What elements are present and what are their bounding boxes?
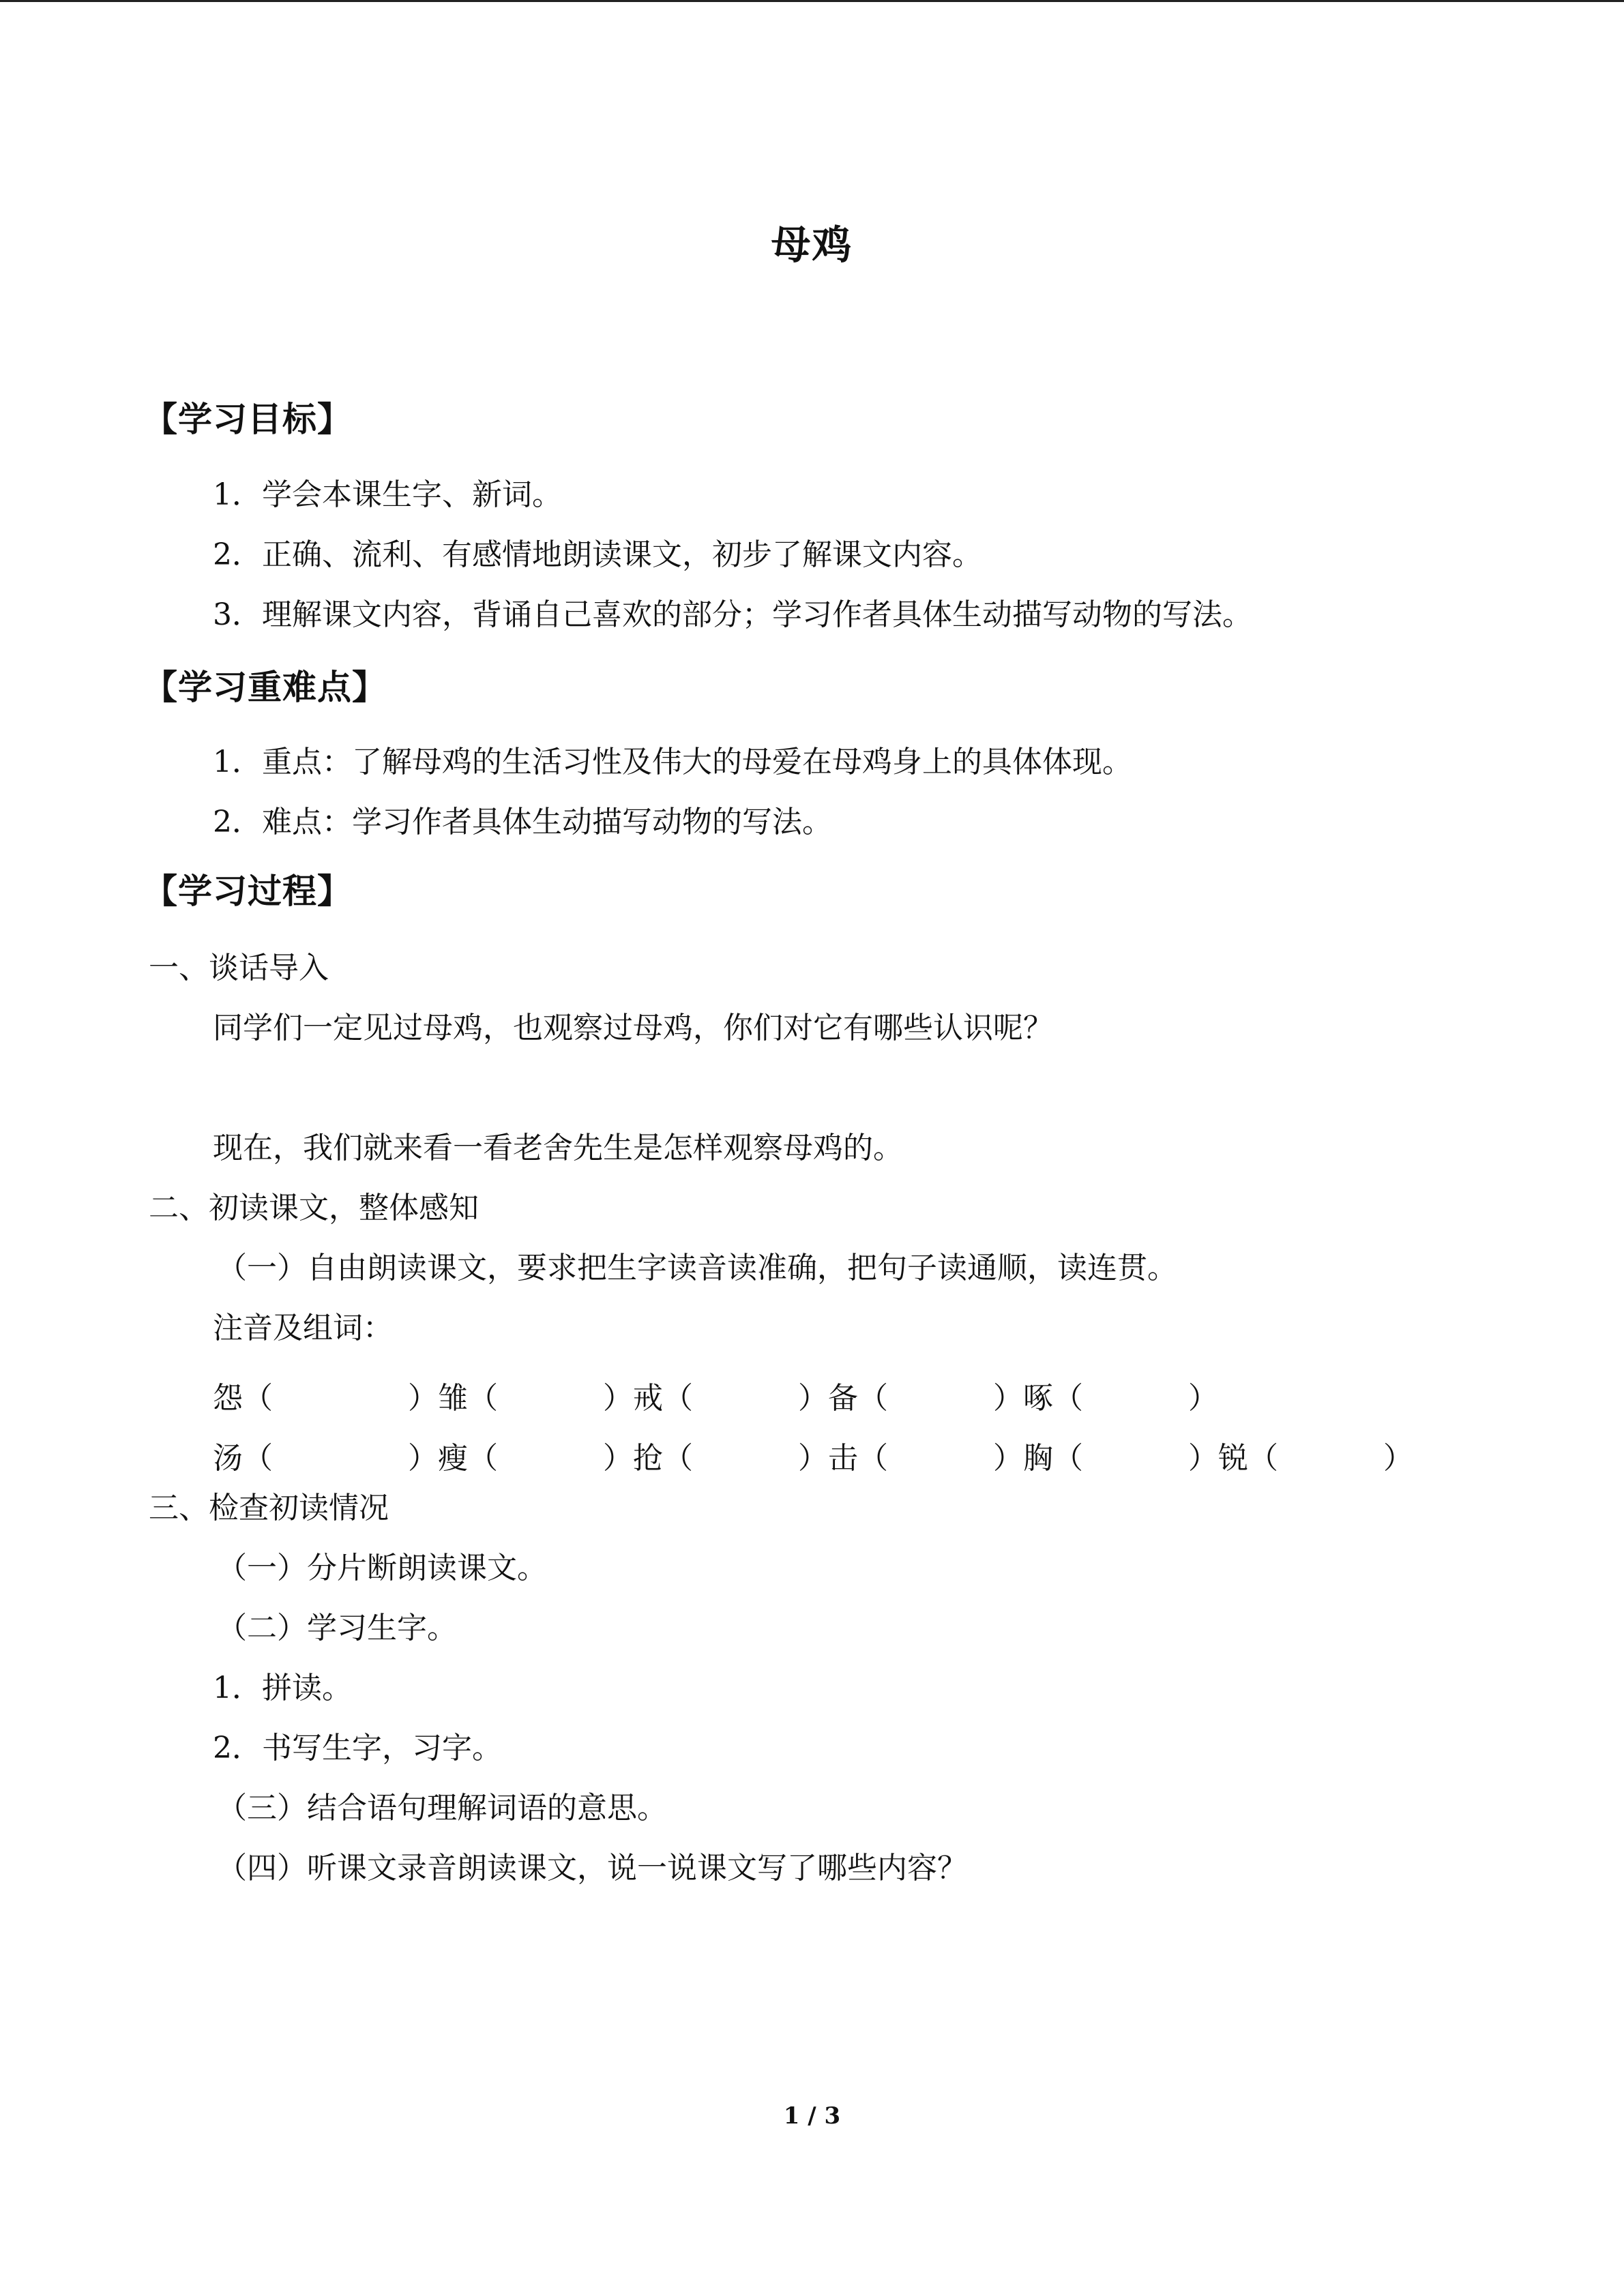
pinyin-cell: ）雏（ [408, 1381, 498, 1416]
part3-line-4: 2．书写生字，习字。 [213, 1731, 502, 1765]
pinyin-cell: 汤（ [213, 1441, 273, 1476]
part2-line-2: 注音及组词： [213, 1311, 393, 1345]
pinyin-cell: ）瘦（ [408, 1441, 498, 1476]
part3-line-1: （一）分片断朗读课文。 [217, 1551, 547, 1585]
part2-line-1: （一）自由朗读课文，要求把生字读音读准确，把句子读通顺，读连贯。 [217, 1251, 1177, 1285]
part3-line-2: （二）学习生字。 [217, 1611, 457, 1645]
pinyin-cell: ）胸（ [993, 1441, 1083, 1476]
part1-line-2: 现在，我们就来看一看老舍先生是怎样观察母鸡的。 [213, 1131, 903, 1165]
key-point-2: 2．难点：学习作者具体生动描写动物的写法。 [213, 805, 832, 839]
goal-item-3: 3．理解课文内容，背诵自己喜欢的部分；学习作者具体生动描写动物的写法。 [213, 597, 1252, 632]
part3-title: 三、检查初读情况 [149, 1491, 389, 1525]
heading-goals: 【学习目标】 [143, 399, 352, 439]
part3-line-3: 1．拼读。 [213, 1671, 352, 1705]
pinyin-cell: ）抢（ [603, 1441, 693, 1476]
page-title: 母鸡 [771, 222, 853, 268]
part3-line-6: （四）听课文录音朗读课文，说一说课文写了哪些内容？ [217, 1851, 967, 1885]
heading-process: 【学习过程】 [143, 871, 352, 911]
top-border [0, 0, 1624, 2]
heading-key-points: 【学习重难点】 [143, 667, 387, 707]
pinyin-row-2 [213, 1433, 1413, 1477]
part3-line-5: （三）结合语句理解词语的意思。 [217, 1791, 667, 1825]
part1-line-1: 同学们一定见过母鸡，也观察过母鸡，你们对它有哪些认识呢？ [213, 1011, 1053, 1045]
pinyin-cell: ）击（ [798, 1441, 888, 1476]
pinyin-cell: ）锐（ [1188, 1441, 1278, 1476]
pinyin-cell: ）备（ [798, 1381, 888, 1416]
key-point-1: 1．重点：了解母鸡的生活习性及伟大的母爱在母鸡身上的具体体现。 [213, 745, 1132, 779]
pinyin-cell: 怨（ [213, 1381, 273, 1416]
pinyin-cell: ）戒（ [603, 1381, 693, 1416]
pinyin-cell: ）啄（ [993, 1381, 1083, 1416]
part2-title: 二、初读课文，整体感知 [149, 1191, 479, 1225]
part1-title: 一、谈话导入 [149, 951, 329, 985]
goal-item-2: 2．正确、流利、有感情地朗读课文，初步了解课文内容。 [213, 537, 982, 572]
pinyin-row-1 [213, 1373, 1218, 1417]
page-number: 1 / 3 [783, 2102, 841, 2130]
pinyin-cell: ） [1188, 1381, 1218, 1416]
pinyin-cell: ） [1383, 1441, 1413, 1476]
goal-item-1: 1．学会本课生字、新词。 [213, 477, 562, 512]
